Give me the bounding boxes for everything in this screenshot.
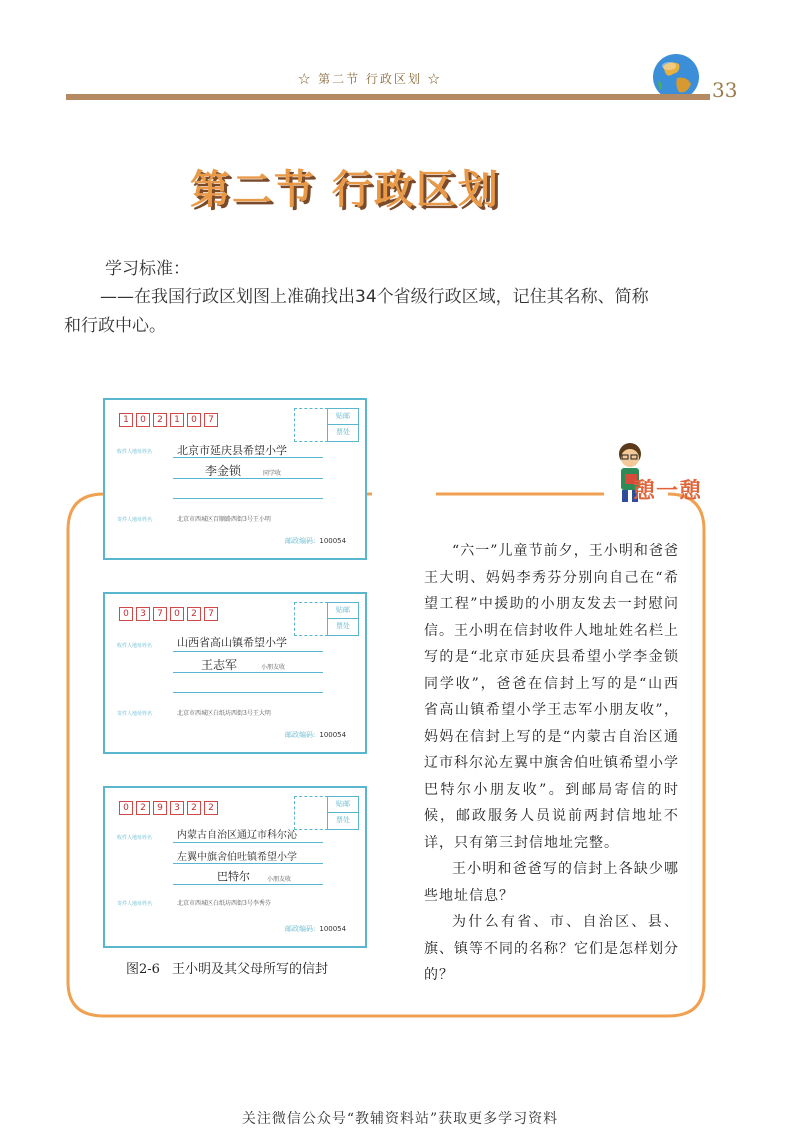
stamp-label: 票处 (328, 424, 358, 440)
address-line (173, 498, 323, 499)
stamp-area (294, 602, 328, 636)
footer-note: 关注微信公众号“教辅资料站”获取更多学习资料 (241, 1111, 559, 1127)
postcode-digit: 9 (153, 801, 167, 815)
stamp-area (294, 796, 328, 830)
figure-caption-text: 王小明及其父母所写的信封 (171, 962, 328, 977)
postcode-digit: 7 (204, 607, 218, 621)
stamp-label: 贴邮 (336, 606, 350, 614)
postcode-digit: 0 (119, 801, 133, 815)
postcode-digit: 2 (187, 607, 201, 621)
postcode-digit: 2 (187, 801, 201, 815)
figure-number: 图2-6 (126, 962, 160, 977)
recipient-label: 收件人地址姓名 (117, 449, 153, 455)
postcode-digit: 1 (170, 413, 184, 427)
section-title: 第二节 行政区划 (190, 167, 500, 213)
page-number: 33 (712, 78, 738, 102)
address-line (173, 863, 323, 864)
rest-label-text: 憩一憩 (633, 478, 703, 504)
recipient-label: 收件人地址姓名 (117, 835, 153, 841)
address-line (173, 651, 323, 652)
address-line (173, 692, 323, 693)
address-line (173, 672, 323, 673)
envelope-1 (103, 398, 367, 560)
story-text (424, 538, 679, 989)
postcode-digit: 0 (136, 413, 150, 427)
recipient-name: 李金锁 (205, 464, 242, 478)
stamp-label: 票处 (328, 618, 358, 634)
postal-value: 100054 (319, 537, 347, 545)
postcode-digit: 3 (170, 801, 184, 815)
stamp-area (294, 408, 328, 442)
postal-code (285, 536, 346, 546)
postcode-digit: 3 (136, 607, 150, 621)
recipient-address: 内蒙古自治区通辽市科尔沁 (177, 830, 297, 841)
postal-code (285, 730, 346, 740)
stamp-label: 贴邮 (336, 800, 350, 808)
postal-label: 邮政编码: (285, 537, 316, 545)
recipient-label: 收件人地址姓名 (117, 643, 153, 649)
recipient-name: 王志军 (201, 658, 238, 672)
postcode-digit: 7 (204, 413, 218, 427)
stamp-label-box (327, 408, 359, 442)
header-rule (66, 94, 710, 100)
postcode-digit: 2 (136, 801, 150, 815)
stamp-label-box (327, 796, 359, 830)
story-paragraph-3: 为什么有省、市、自治区、县、旗、镇等不同的名称？它们是怎样划分的？ (424, 914, 679, 983)
sender-address: 北京市西城区白纸坊西街3号王大明 (177, 710, 271, 717)
postcode-boxes (119, 413, 218, 427)
figure-caption (126, 958, 328, 977)
address-line (173, 842, 323, 843)
postcode-digit: 2 (204, 801, 218, 815)
story-paragraph-2: 王小明和爸爸写的信封上各缺少哪些地址信息？ (424, 861, 679, 904)
sender-label: 寄件人地址姓名 (117, 711, 153, 717)
postal-value: 100054 (319, 925, 347, 933)
postcode-boxes (119, 607, 218, 621)
address-line (173, 457, 323, 458)
postal-label: 邮政编码: (285, 731, 316, 739)
sender-address: 北京市西城区百顺路西街3号王小明 (177, 516, 271, 523)
recipient-address-2: 左翼中旗舍伯吐镇希望小学 (177, 852, 297, 863)
postcode-digit: 0 (170, 607, 184, 621)
postcode-digit: 0 (187, 413, 201, 427)
postal-code (285, 924, 346, 934)
recipient-address: 北京市延庆县希望小学 (177, 444, 287, 457)
recipient-suffix: 小朋友收 (261, 664, 286, 671)
postcode-digit: 1 (119, 413, 133, 427)
postal-value: 100054 (319, 731, 347, 739)
standard-text: ——在我国行政区划图上准确找出34个省级行政区域，记住其名称、简称和行政中心。 (64, 287, 649, 336)
sender-label: 寄件人地址姓名 (117, 901, 153, 907)
envelope-3 (103, 786, 367, 948)
standard-label: 学习标准： (105, 259, 190, 279)
address-line (173, 478, 323, 479)
stamp-label: 票处 (328, 812, 358, 828)
sender-label: 寄件人地址姓名 (117, 517, 153, 523)
stamp-label-box (327, 602, 359, 636)
story-paragraph-1: “六一”儿童节前夕，王小明和爸爸王大明、妈妈李秀芬分别向自己在“希望工程”中援助的小朋友发去一封慰问信。王小明在信封收件人地址姓名栏上写的是“北京市延庆县希望小学李金锁同学收”，爸爸在信封上写的是“山西省高山镇希望小学王志军小朋友收”，妈妈在信封上写的是“内蒙古自治区通辽市科尔沁左翼中旗舍伯吐镇希望小学巴特尔小朋友收”。到邮局寄信的时候，邮政服务人员说前两封信地址不详，只有第三封信地址完整。 (424, 543, 679, 851)
postcode-digit: 2 (153, 413, 167, 427)
recipient-name: 巴特尔 (217, 870, 250, 883)
stamp-label: 贴邮 (336, 412, 350, 420)
recipient-address: 山西省高山镇希望小学 (177, 636, 287, 649)
address-line (173, 884, 323, 885)
sender-address: 北京市西城区白纸坊西街3号李秀芬 (177, 900, 271, 907)
postcode-digit: 7 (153, 607, 167, 621)
postcode-digit: 0 (119, 607, 133, 621)
postcode-boxes (119, 801, 218, 815)
running-title: ☆ 第二节 行政区划 ☆ (298, 72, 442, 86)
envelope-2 (103, 592, 367, 754)
recipient-suffix: 同学收 (263, 470, 282, 477)
postal-label: 邮政编码: (285, 925, 316, 933)
recipient-suffix: 小朋友收 (267, 876, 292, 883)
